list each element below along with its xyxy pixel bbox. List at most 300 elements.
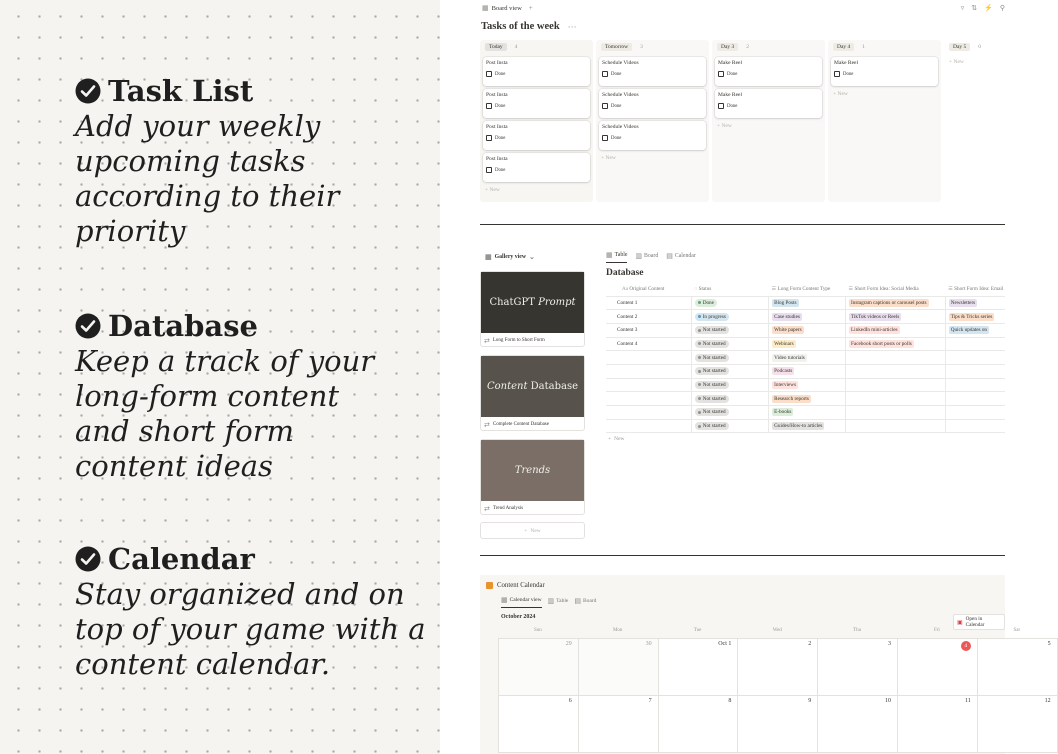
day-number: 29 — [565, 641, 572, 647]
task-done-property — [486, 135, 587, 141]
column-name[interactable]: Day 3 — [717, 43, 738, 51]
select-tag: Quick updates on — [950, 327, 988, 334]
cover-text-italic: Content — [486, 381, 528, 392]
cell-short-form-social[interactable] — [846, 296, 946, 310]
task-card-title: Make Reel — [718, 60, 742, 66]
cell-long-form-type[interactable] — [769, 392, 846, 406]
calendar-day-cell[interactable] — [579, 639, 659, 696]
cell-status[interactable] — [691, 337, 768, 351]
status-label: Not started — [702, 327, 726, 334]
chevron-down-icon: ⌄ — [529, 253, 535, 261]
status-label: Not started — [702, 395, 726, 402]
tab-label: Calendar — [674, 252, 696, 259]
task-card-title: Schedule Videos — [602, 60, 639, 66]
status-label: Done — [702, 299, 714, 306]
feature-description-line: according to their — [75, 179, 340, 213]
cell-status[interactable] — [691, 351, 768, 365]
plus-icon: + — [833, 91, 838, 97]
task-card[interactable] — [831, 57, 938, 86]
gallery-view-switcher[interactable] — [485, 253, 535, 261]
calendar-day-cell[interactable] — [579, 696, 659, 753]
notion-workspace — [440, 0, 1051, 754]
cell-long-form-type[interactable] — [769, 323, 846, 337]
cell-status[interactable] — [691, 296, 768, 310]
new-card-label: New — [489, 187, 500, 193]
calendar-title-text: Content Calendar — [497, 582, 545, 589]
calendar-day-cell[interactable] — [898, 639, 978, 696]
new-card-button[interactable] — [944, 54, 1057, 65]
select-tag: Interviews — [774, 381, 797, 388]
gallery-card-title: Trend Analysis — [492, 506, 524, 511]
column-count: 4 — [514, 44, 518, 50]
database-title: Database — [606, 268, 644, 278]
new-card-label: New — [721, 123, 732, 129]
calendar-tab-board[interactable] — [574, 596, 596, 608]
feature-heading — [75, 542, 435, 576]
gallery-new-button[interactable]: + New — [480, 522, 585, 539]
checkmark-circle-icon — [75, 313, 101, 339]
status-label: Not started — [702, 354, 726, 361]
tab-icon: ▤ — [666, 251, 673, 260]
feature-description-line: Add your weekly — [75, 109, 321, 143]
done-label: Done — [843, 71, 854, 77]
gallery-card[interactable] — [480, 355, 585, 431]
feature-block — [75, 542, 435, 682]
cell-status[interactable] — [691, 419, 768, 433]
cell-short-form-email[interactable] — [945, 310, 1005, 324]
cover-text-italic: Trends — [514, 465, 551, 476]
feature-block — [75, 74, 435, 249]
board-view-switcher[interactable] — [482, 4, 533, 12]
cell-original-content[interactable] — [606, 323, 691, 337]
task-card[interactable] — [483, 89, 590, 118]
status-badge — [695, 326, 729, 334]
cell-short-form-email[interactable] — [945, 406, 1005, 420]
add-view-icon[interactable]: + — [528, 4, 533, 12]
cell-short-form-social[interactable] — [846, 419, 946, 433]
calendar-day-cell[interactable] — [659, 696, 739, 753]
column-count: 1 — [862, 44, 866, 50]
table-row[interactable] — [606, 419, 1005, 433]
done-checkbox[interactable] — [834, 71, 840, 77]
calendar-day-cell[interactable] — [818, 639, 898, 696]
column-name[interactable]: Today — [485, 43, 507, 51]
cover-text-italic: Prompt — [538, 297, 576, 308]
feature-description-line: long-form content — [75, 379, 340, 413]
today-marker: 4 — [961, 641, 971, 651]
cell-short-form-social[interactable] — [846, 351, 946, 365]
cell-long-form-type[interactable] — [769, 378, 846, 392]
status-dot — [698, 301, 701, 304]
status-dot — [698, 397, 701, 400]
column-header-label: Short Form Idea: Social Media — [854, 286, 919, 293]
feature-description-line: upcoming tasks — [75, 144, 306, 178]
done-checkbox[interactable] — [602, 103, 608, 109]
calendar-icon — [486, 582, 493, 589]
select-tag: White papers — [774, 327, 802, 334]
calendar-day-cell[interactable] — [499, 639, 579, 696]
status-badge — [695, 340, 729, 348]
new-card-button[interactable] — [712, 118, 825, 129]
cell-short-form-email[interactable] — [945, 323, 1005, 337]
board-view-label: Board view — [491, 4, 522, 12]
status-badge — [695, 313, 729, 321]
select-tag: TikTok videos or Reels — [851, 313, 900, 320]
select-tag: Research reports — [774, 395, 809, 402]
status-badge — [695, 381, 729, 389]
checkmark-circle-icon — [75, 78, 101, 104]
table-row[interactable] — [606, 364, 1005, 378]
feature-description-line: top of your game with a — [75, 612, 426, 646]
task-done-property — [718, 71, 819, 77]
done-label: Done — [495, 103, 506, 109]
gallery-card-cover — [481, 356, 584, 417]
cell-short-form-social[interactable] — [846, 323, 946, 337]
calendar-day-cell[interactable] — [659, 639, 739, 696]
database-new-label: New — [614, 436, 625, 442]
content-name: Content 1 — [617, 299, 638, 306]
plus-icon: + — [717, 123, 722, 129]
calendar-day-cell[interactable] — [738, 639, 818, 696]
cell-status[interactable] — [691, 378, 768, 392]
column-count: 3 — [640, 44, 643, 50]
task-done-property — [486, 103, 587, 109]
column-header[interactable] — [846, 283, 946, 296]
tab-label: Table — [556, 597, 569, 604]
day-number: 10 — [884, 698, 891, 704]
cell-short-form-social[interactable] — [846, 337, 946, 351]
task-card[interactable] — [599, 89, 706, 118]
select-tag: Podcasts — [774, 368, 793, 375]
select-tag: E-books — [774, 409, 792, 416]
task-card[interactable] — [715, 57, 822, 86]
board-column — [828, 40, 941, 202]
sort-icon[interactable]: ⇅ — [971, 4, 978, 12]
tab-board[interactable] — [635, 251, 658, 263]
cell-short-form-email[interactable] — [945, 378, 1005, 392]
cell-original-content[interactable] — [606, 296, 691, 310]
page-link-icon: ⇄ — [484, 420, 490, 429]
plus-icon: + — [485, 187, 490, 193]
gallery-card-caption — [481, 501, 584, 516]
status-badge — [695, 408, 729, 416]
cell-status[interactable] — [691, 323, 768, 337]
gallery-card-cover — [481, 272, 584, 333]
day-number: Oct 1 — [718, 641, 732, 647]
page-link-icon: ⇄ — [484, 504, 490, 513]
feature-description-line: Stay organized and on — [75, 577, 405, 611]
status-badge — [695, 395, 729, 403]
column-name[interactable]: Day 4 — [833, 43, 854, 51]
checkmark-circle-icon — [75, 546, 101, 572]
cell-original-content[interactable] — [606, 392, 691, 406]
weekday-label: Tue — [693, 628, 702, 633]
done-checkbox[interactable] — [602, 135, 608, 141]
board-column — [712, 40, 825, 202]
task-card-title: Schedule Videos — [602, 124, 639, 130]
content-name: Content 3 — [617, 327, 638, 334]
cell-status[interactable] — [691, 364, 768, 378]
task-done-property — [718, 103, 819, 109]
cell-short-form-email[interactable] — [945, 419, 1005, 433]
done-label: Done — [495, 135, 506, 141]
weekday-label: Thu — [853, 628, 862, 633]
select-tag: Tips & Tricks series — [950, 313, 993, 320]
gallery-card-cover — [481, 440, 584, 501]
cell-short-form-social[interactable] — [846, 310, 946, 324]
cell-status[interactable] — [691, 310, 768, 324]
done-label: Done — [611, 71, 622, 77]
tab-icon: ▥ — [547, 596, 555, 605]
status-label: Not started — [702, 409, 726, 416]
tab-table[interactable] — [606, 251, 627, 263]
day-number: 2 — [808, 641, 812, 647]
task-done-property — [834, 71, 935, 77]
calendar-day-cell[interactable] — [499, 696, 579, 753]
new-card-button[interactable] — [596, 150, 709, 161]
cell-short-form-social[interactable] — [846, 378, 946, 392]
task-card[interactable] — [483, 121, 590, 150]
done-checkbox[interactable] — [718, 103, 724, 109]
feature-title: Calendar — [108, 542, 255, 576]
column-count: 2 — [746, 44, 750, 50]
board-column — [480, 40, 593, 202]
weekday-label: Mon — [612, 628, 623, 633]
status-badge — [695, 354, 729, 362]
new-card-label: New — [837, 91, 848, 97]
calendar-title — [486, 582, 545, 589]
done-label: Done — [495, 167, 506, 173]
task-card-title: Post Insta — [486, 124, 508, 130]
cover-text: ChatGPT — [489, 297, 539, 308]
column-header-label: Long Form Content Type — [777, 286, 831, 293]
column-name[interactable]: Day 5 — [949, 43, 970, 51]
cell-long-form-type[interactable] — [769, 364, 846, 378]
cell-long-form-type[interactable] — [769, 310, 846, 324]
task-done-property — [602, 71, 703, 77]
column-type-icon: ☰ — [948, 286, 955, 293]
calendar-month: October 2024 — [501, 614, 536, 620]
table-row[interactable] — [606, 310, 1005, 324]
day-number: 8 — [728, 698, 732, 704]
status-dot — [698, 315, 701, 318]
status-badge — [695, 367, 729, 375]
cell-status[interactable] — [691, 392, 768, 406]
done-label: Done — [495, 71, 506, 77]
new-card-label: New — [953, 59, 964, 65]
done-label: Done — [727, 71, 738, 77]
column-header-label: Short Form Idea: Email — [954, 286, 1004, 293]
column-header-label: Original Content — [629, 286, 665, 293]
calendar-day-cell[interactable] — [738, 696, 818, 753]
done-checkbox[interactable] — [486, 71, 492, 77]
cell-original-content[interactable] — [606, 351, 691, 365]
board-title-text: Tasks of the week — [481, 21, 560, 32]
column-header-label: Status — [698, 286, 712, 293]
done-checkbox[interactable] — [602, 71, 608, 77]
cell-original-content[interactable] — [606, 310, 691, 324]
cell-short-form-social[interactable] — [846, 406, 946, 420]
filter-icon[interactable]: ▿ — [960, 4, 965, 12]
cell-original-content[interactable] — [606, 406, 691, 420]
board-column-header — [480, 40, 593, 54]
cell-short-form-email[interactable] — [945, 296, 1005, 310]
task-card[interactable] — [599, 121, 706, 150]
select-tag: Webinars — [774, 340, 794, 347]
gallery-card[interactable] — [480, 271, 585, 347]
day-number: 11 — [965, 698, 971, 704]
day-number: 9 — [808, 698, 812, 704]
cell-short-form-social[interactable] — [846, 392, 946, 406]
select-tag: Facebook short posts or polls — [851, 340, 912, 347]
status-label: Not started — [702, 381, 726, 388]
table-row[interactable] — [606, 378, 1005, 392]
calendar-day-cell[interactable] — [978, 639, 1058, 696]
task-card[interactable] — [483, 57, 590, 86]
table-row[interactable] — [606, 406, 1005, 420]
table-row[interactable] — [606, 323, 1005, 337]
cover-text: Database — [527, 381, 579, 392]
cell-short-form-email[interactable] — [945, 392, 1005, 406]
marketing-panel — [0, 0, 440, 754]
database-tabs — [606, 251, 696, 263]
gallery-card-title: Complete Content Database — [492, 422, 549, 427]
cell-short-form-social[interactable] — [846, 364, 946, 378]
done-label: Done — [727, 103, 738, 109]
tab-icon: ▥ — [635, 251, 643, 260]
table-row[interactable] — [606, 392, 1005, 406]
database-new-row-button[interactable]: + New — [608, 436, 625, 442]
section-divider — [480, 555, 1005, 556]
calendar-day-cell[interactable] — [898, 696, 978, 753]
cell-status[interactable] — [691, 406, 768, 420]
new-card-button[interactable] — [480, 182, 593, 193]
feature-block — [75, 309, 435, 484]
board-title — [481, 21, 577, 32]
table-row[interactable] — [606, 351, 1005, 365]
feature-title: Database — [108, 309, 258, 343]
plus-icon: + — [949, 59, 954, 65]
day-number: 3 — [887, 641, 891, 647]
open-in-calendar-label: Open in Calendar — [965, 616, 985, 628]
tab-icon: ▤ — [574, 596, 581, 605]
status-dot — [698, 425, 701, 428]
feature-description — [75, 344, 435, 484]
status-dot — [698, 411, 701, 414]
board-icon: ▦ — [482, 4, 489, 12]
status-label: Not started — [702, 423, 726, 430]
column-name[interactable]: Tomorrow — [601, 43, 632, 51]
more-options-icon[interactable]: ··· — [567, 21, 577, 32]
content-calendar — [480, 575, 1051, 754]
calendar-tab-table[interactable] — [548, 596, 569, 608]
board-column-header — [712, 40, 825, 54]
done-checkbox[interactable] — [486, 103, 492, 109]
cell-long-form-type[interactable] — [769, 337, 846, 351]
tab-icon: ▦ — [606, 251, 613, 259]
feature-description-line: content calendar. — [75, 647, 331, 681]
cell-long-form-type[interactable] — [769, 296, 846, 310]
gallery-new-label: New — [530, 527, 541, 534]
tab-calendar[interactable] — [666, 251, 696, 263]
task-card-title: Post Insta — [486, 92, 508, 98]
task-card-title: Make Reel — [834, 60, 858, 66]
cell-short-form-email[interactable] — [945, 337, 1005, 351]
day-number: 30 — [645, 641, 652, 647]
cell-long-form-type[interactable] — [769, 406, 846, 420]
column-type-icon: ◌ — [694, 286, 699, 293]
new-card-button[interactable] — [828, 86, 941, 97]
select-tag: Video tutorials — [774, 354, 805, 361]
feature-description — [75, 577, 435, 682]
weekday-label: Sat — [1013, 628, 1020, 633]
search-icon[interactable]: ⚲ — [999, 4, 1005, 12]
column-header[interactable] — [606, 283, 691, 296]
task-card[interactable] — [483, 153, 590, 182]
new-card-label: New — [605, 155, 616, 161]
task-card-title: Post Insta — [486, 156, 508, 162]
done-checkbox[interactable] — [718, 71, 724, 77]
cell-long-form-type[interactable] — [769, 351, 846, 365]
task-card[interactable] — [599, 57, 706, 86]
cell-short-form-email[interactable] — [945, 351, 1005, 365]
column-header[interactable] — [691, 283, 768, 296]
done-checkbox[interactable] — [486, 135, 492, 141]
cell-original-content[interactable] — [606, 378, 691, 392]
task-card[interactable] — [715, 89, 822, 118]
table-row[interactable] — [606, 296, 1005, 310]
feature-description-line: and short form — [75, 414, 295, 448]
board-column — [596, 40, 709, 202]
cell-original-content[interactable] — [606, 337, 691, 351]
tab-icon: ▦ — [501, 596, 508, 604]
column-header[interactable] — [945, 283, 1005, 296]
column-count: 0 — [978, 44, 982, 50]
task-done-property — [602, 103, 703, 109]
status-dot — [698, 383, 701, 386]
select-tag: Blog Posts — [774, 299, 797, 306]
done-checkbox[interactable] — [486, 167, 492, 173]
weekday-label: Sun — [534, 628, 542, 633]
tab-label: Board — [644, 252, 659, 259]
gallery-card-caption — [481, 333, 584, 348]
status-label: Not started — [702, 368, 726, 375]
cell-short-form-email[interactable] — [945, 364, 1005, 378]
table-row[interactable] — [606, 337, 1005, 351]
plus-icon: + — [601, 155, 606, 161]
status-badge — [695, 422, 729, 430]
feature-heading — [75, 74, 435, 108]
status-dot — [698, 342, 701, 345]
database-table — [606, 283, 1005, 433]
automation-icon[interactable]: ⚡ — [984, 4, 993, 12]
gallery-card[interactable] — [480, 439, 585, 515]
cell-long-form-type[interactable] — [769, 419, 846, 433]
cell-original-content[interactable] — [606, 419, 691, 433]
done-label: Done — [611, 103, 622, 109]
calendar-day-cell[interactable] — [978, 696, 1058, 753]
cell-original-content[interactable] — [606, 364, 691, 378]
calendar-tab-calendar-view[interactable] — [501, 596, 542, 608]
feature-description-line: Keep a track of your — [75, 344, 375, 378]
tab-label: Table — [614, 252, 628, 258]
column-type-icon: Aa — [622, 286, 630, 293]
day-number: 6 — [568, 698, 572, 704]
feature-description — [75, 109, 435, 249]
calendar-day-cell[interactable] — [818, 696, 898, 753]
board-column — [944, 40, 1057, 202]
column-header[interactable] — [769, 283, 846, 296]
